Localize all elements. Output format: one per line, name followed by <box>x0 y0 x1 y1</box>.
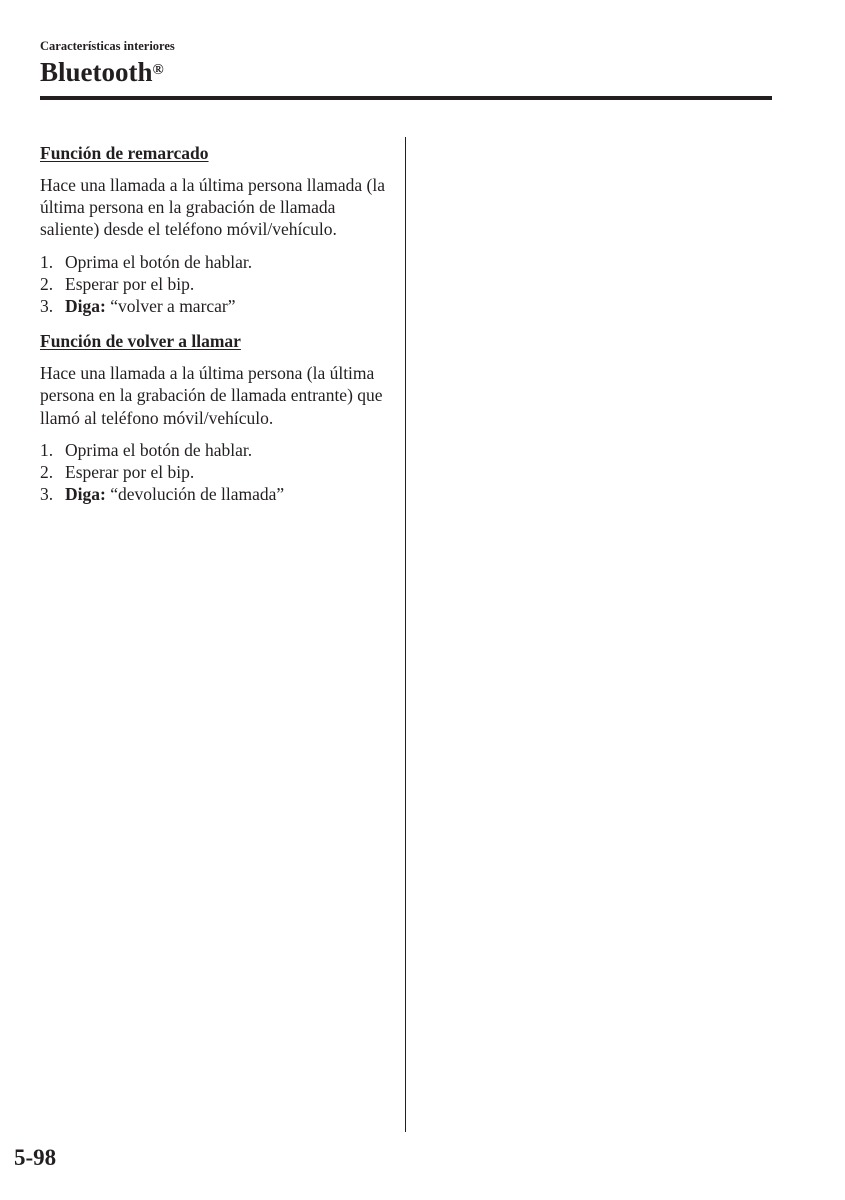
step-number: 3. <box>40 484 54 505</box>
step-number: 1. <box>40 439 54 460</box>
section-paragraph: Hace una llamada a la última persona llamada (la última persona en la grabación de llamada saliente) desde el teléfono móvil/vehículo. <box>40 175 385 240</box>
step-keyword: Diga: <box>65 296 106 317</box>
step-content <box>65 295 236 317</box>
step-number: 2. <box>40 462 54 483</box>
chapter-title <box>40 55 772 89</box>
page-header <box>40 38 772 89</box>
step-item <box>40 251 390 273</box>
step-content <box>65 483 284 505</box>
step-item <box>40 295 390 317</box>
header-rule <box>40 96 772 100</box>
step-text: Esperar por el bip. <box>65 273 195 294</box>
column-divider <box>405 137 406 1132</box>
section-redial <box>40 141 390 317</box>
section-heading: Función de volver a llamar <box>40 331 241 352</box>
left-column <box>40 141 390 505</box>
step-text: Oprima el botón de hablar. <box>65 439 253 460</box>
page-number: 5-98 <box>14 1145 57 1170</box>
step-text: “volver a marcar” <box>105 296 236 317</box>
step-number: 3. <box>40 296 54 317</box>
step-keyword: Diga: <box>65 484 106 505</box>
step-item <box>40 461 390 483</box>
chapter-title-text: Bluetooth <box>40 57 153 87</box>
step-number: 1. <box>40 251 54 272</box>
step-list <box>40 251 390 318</box>
step-list <box>40 439 390 506</box>
step-number: 2. <box>40 273 54 294</box>
step-item <box>40 439 390 461</box>
step-text: Esperar por el bip. <box>65 462 195 483</box>
step-text: “devolución de llamada” <box>105 484 285 505</box>
section-call-back <box>40 329 390 505</box>
step-item <box>40 273 390 295</box>
section-label: Características interiores <box>40 39 175 53</box>
step-item <box>40 483 390 505</box>
step-text: Oprima el botón de hablar. <box>65 251 253 272</box>
section-paragraph: Hace una llamada a la última persona (la última persona en la grabación de llamada entrante) que llamó al teléfono móvil/vehículo. <box>40 363 383 428</box>
section-heading: Función de remarcado <box>40 143 209 163</box>
registered-mark: ® <box>152 62 164 78</box>
